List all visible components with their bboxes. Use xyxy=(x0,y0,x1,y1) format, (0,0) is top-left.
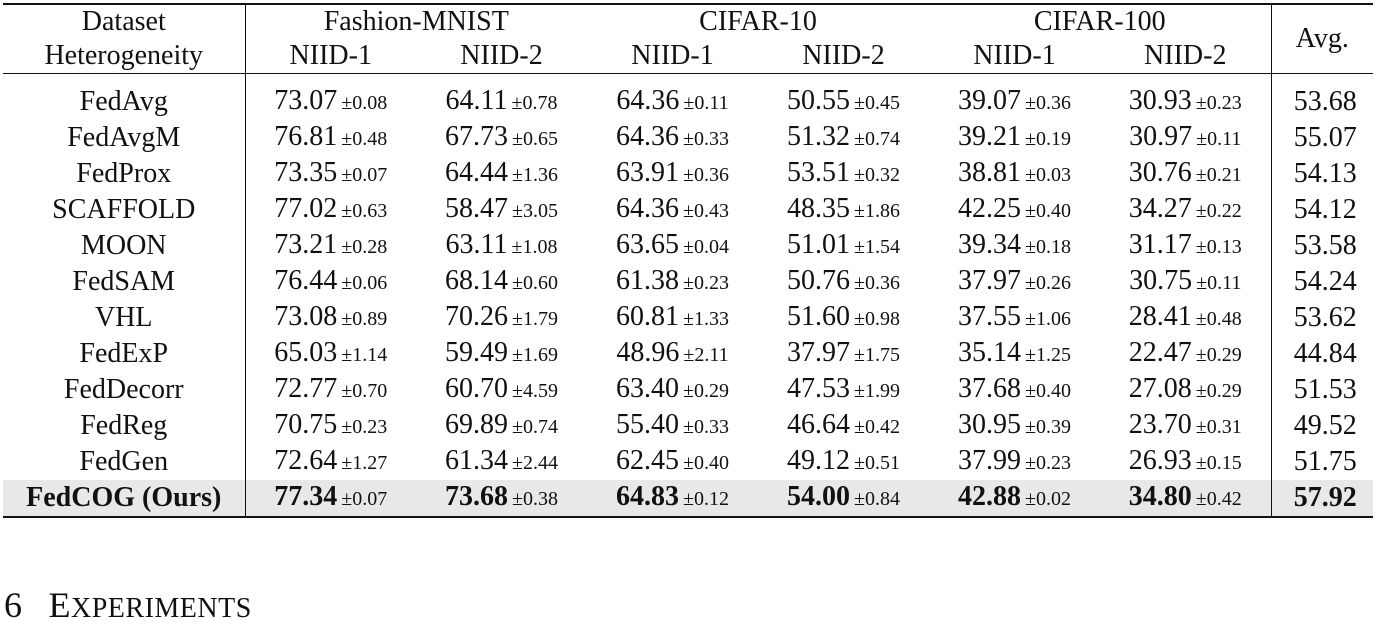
result-value: 63.40 xyxy=(616,373,679,404)
result-value: 27.08 xyxy=(1128,373,1192,404)
avg-value: 54.13 xyxy=(1293,158,1357,189)
result-cell xyxy=(245,192,416,228)
result-value: 23.70 xyxy=(1128,409,1192,440)
result-std: ±0.74 xyxy=(512,416,558,438)
result-std: ±1.99 xyxy=(854,380,900,402)
result-std: ±0.65 xyxy=(512,128,558,150)
result-cell xyxy=(587,336,758,372)
result-value: 34.80 xyxy=(1128,481,1192,512)
result-value: 73.07 xyxy=(274,85,338,116)
section-title-initial: E xyxy=(48,585,71,625)
result-cell xyxy=(245,300,416,336)
avg-value: 51.75 xyxy=(1293,446,1357,477)
result-cell xyxy=(416,444,587,480)
result-value: 55.40 xyxy=(616,409,679,440)
result-cell xyxy=(758,264,929,300)
result-cell xyxy=(245,156,416,192)
result-std: ±0.08 xyxy=(341,92,388,114)
result-std: ±1.06 xyxy=(1025,308,1071,330)
result-std: ±0.51 xyxy=(854,452,900,474)
result-std: ±0.23 xyxy=(1195,92,1242,114)
result-value: 64.36 xyxy=(616,85,680,116)
result-cell xyxy=(1100,264,1271,300)
result-cell xyxy=(758,228,929,264)
result-cell xyxy=(1100,480,1271,517)
setting-header: NIID-2 xyxy=(758,39,929,74)
result-value: 51.32 xyxy=(787,121,850,152)
heterogeneity-label: Heterogeneity xyxy=(3,39,245,74)
result-std: ±0.40 xyxy=(1025,380,1071,402)
result-cell xyxy=(758,156,929,192)
result-std: ±0.74 xyxy=(854,128,900,150)
result-std: ±2.11 xyxy=(683,344,729,366)
result-value: 39.34 xyxy=(958,229,1021,260)
result-std: ±3.05 xyxy=(512,200,558,222)
result-cell xyxy=(758,84,929,120)
result-cell xyxy=(1100,372,1271,408)
result-value: 67.73 xyxy=(445,121,508,152)
result-value: 72.77 xyxy=(274,373,338,404)
avg-label: Avg. xyxy=(1271,4,1373,74)
dataset-cifar-10: CIFAR-10 xyxy=(587,4,929,39)
result-cell xyxy=(929,408,1100,444)
section-number: 6 xyxy=(4,585,23,625)
setting-header: NIID-2 xyxy=(1100,39,1271,74)
result-cell xyxy=(416,228,587,264)
result-value: 60.81 xyxy=(616,301,679,332)
avg-value: 49.52 xyxy=(1293,410,1357,441)
result-value: 73.68 xyxy=(445,481,508,512)
result-std: ±0.48 xyxy=(341,128,388,150)
result-std: ±0.29 xyxy=(1195,344,1242,366)
avg-value: 53.58 xyxy=(1293,230,1357,261)
result-std: ±0.39 xyxy=(1025,416,1071,438)
avg-value: 54.12 xyxy=(1293,194,1357,225)
avg-value: 55.07 xyxy=(1293,122,1357,153)
result-cell xyxy=(245,228,416,264)
result-cell xyxy=(587,228,758,264)
result-value: 51.60 xyxy=(787,301,850,332)
result-value: 51.01 xyxy=(787,229,850,260)
avg-value: 53.62 xyxy=(1293,302,1357,333)
avg-value: 51.53 xyxy=(1293,374,1357,405)
result-value: 73.35 xyxy=(274,157,338,188)
result-cell xyxy=(245,444,416,480)
result-std: ±0.11 xyxy=(1196,128,1242,150)
table-row xyxy=(3,192,1373,228)
section-title-rest: XPERIMENTS xyxy=(71,593,252,624)
header-row-datasets xyxy=(3,4,1373,39)
result-std: ±0.70 xyxy=(341,380,388,402)
table-row xyxy=(3,300,1373,336)
spacer-row xyxy=(3,74,1373,85)
result-cell xyxy=(587,156,758,192)
result-cell xyxy=(1100,444,1271,480)
result-std: ±0.60 xyxy=(512,272,558,294)
method-name: FedProx xyxy=(3,156,245,192)
table-row xyxy=(3,264,1373,300)
result-value: 22.47 xyxy=(1128,337,1192,368)
result-cell xyxy=(758,480,929,517)
result-cell xyxy=(1100,228,1271,264)
result-std: ±1.08 xyxy=(511,236,558,258)
result-value: 64.36 xyxy=(616,193,679,224)
result-value: 64.44 xyxy=(445,157,508,188)
result-value: 72.64 xyxy=(274,445,338,476)
result-cell xyxy=(587,444,758,480)
dataset-fashion-mnist: Fashion-MNIST xyxy=(245,4,587,39)
result-value: 69.89 xyxy=(445,409,508,440)
result-value: 73.08 xyxy=(274,301,338,332)
results-table-body xyxy=(3,74,1373,518)
result-value: 46.64 xyxy=(787,409,850,440)
result-cell xyxy=(1100,120,1271,156)
result-cell xyxy=(1100,192,1271,228)
result-value: 50.55 xyxy=(787,85,850,116)
method-name: MOON xyxy=(3,228,245,264)
result-value: 47.53 xyxy=(787,373,850,404)
result-std: ±1.75 xyxy=(854,344,900,366)
result-cell xyxy=(587,480,758,517)
result-std: ±0.33 xyxy=(683,128,729,150)
result-std: ±0.42 xyxy=(1195,488,1242,510)
result-std: ±0.98 xyxy=(854,308,900,330)
avg-value: 57.92 xyxy=(1271,480,1373,517)
result-std: ±0.36 xyxy=(683,164,729,186)
table-row xyxy=(3,228,1373,264)
result-std: ±0.29 xyxy=(1195,380,1242,402)
method-name: FedAvgM xyxy=(3,120,245,156)
result-cell xyxy=(587,120,758,156)
result-value: 37.97 xyxy=(958,265,1021,296)
result-cell xyxy=(1100,84,1271,120)
result-value: 26.93 xyxy=(1128,445,1192,476)
result-std: ±0.45 xyxy=(854,92,900,114)
result-cell xyxy=(416,264,587,300)
table-row xyxy=(3,336,1373,372)
result-cell xyxy=(929,336,1100,372)
result-value: 30.95 xyxy=(958,409,1021,440)
result-cell xyxy=(929,228,1100,264)
result-cell xyxy=(929,264,1100,300)
result-value: 48.96 xyxy=(616,337,680,368)
result-cell xyxy=(929,444,1100,480)
result-value: 37.55 xyxy=(958,301,1021,332)
table-row-ours xyxy=(3,480,1373,517)
table-row xyxy=(3,408,1373,444)
result-std: ±0.23 xyxy=(341,416,388,438)
result-std: ±1.79 xyxy=(512,308,558,330)
result-std: ±0.02 xyxy=(1025,488,1071,510)
result-cell xyxy=(929,192,1100,228)
result-cell xyxy=(587,264,758,300)
result-value: 58.47 xyxy=(445,193,508,224)
method-name: FedReg xyxy=(3,408,245,444)
table-row xyxy=(3,120,1373,156)
result-value: 35.14 xyxy=(958,337,1021,368)
result-std: ±0.63 xyxy=(341,200,388,222)
results-table xyxy=(3,3,1373,518)
result-value: 50.76 xyxy=(787,265,850,296)
result-std: ±0.03 xyxy=(1025,164,1071,186)
method-name: FedCOG (Ours) xyxy=(3,480,245,517)
result-cell xyxy=(416,336,587,372)
result-cell xyxy=(929,480,1100,517)
result-cell xyxy=(416,84,587,120)
result-value: 70.75 xyxy=(274,409,338,440)
result-cell xyxy=(929,84,1100,120)
result-value: 53.51 xyxy=(787,157,850,188)
result-value: 60.70 xyxy=(445,373,508,404)
result-value: 54.00 xyxy=(787,481,850,512)
result-value: 59.49 xyxy=(445,337,508,368)
result-cell xyxy=(587,408,758,444)
result-std: ±1.25 xyxy=(1025,344,1071,366)
result-value: 30.75 xyxy=(1129,265,1193,296)
result-value: 76.81 xyxy=(274,121,338,152)
setting-header: NIID-1 xyxy=(929,39,1100,74)
result-value: 39.07 xyxy=(958,85,1021,116)
result-cell xyxy=(1100,336,1271,372)
result-std: ±0.40 xyxy=(1025,200,1071,222)
result-value: 37.68 xyxy=(958,373,1021,404)
result-value: 34.27 xyxy=(1128,193,1192,224)
result-std: ±0.13 xyxy=(1195,236,1242,258)
result-std: ±0.18 xyxy=(1025,236,1071,258)
result-cell xyxy=(929,156,1100,192)
result-std: ±0.11 xyxy=(1196,272,1242,294)
result-value: 64.11 xyxy=(445,85,508,116)
result-cell xyxy=(416,300,587,336)
result-std: ±0.36 xyxy=(1025,92,1071,114)
result-std: ±0.43 xyxy=(683,200,729,222)
result-std: ±0.12 xyxy=(683,488,729,510)
method-name: FedExP xyxy=(3,336,245,372)
result-cell xyxy=(758,336,929,372)
dataset-label: Dataset xyxy=(3,4,245,39)
result-value: 37.97 xyxy=(787,337,850,368)
result-std: ±0.48 xyxy=(1195,308,1242,330)
result-cell xyxy=(587,300,758,336)
result-std: ±2.44 xyxy=(512,452,558,474)
result-value: 30.97 xyxy=(1129,121,1193,152)
table-row xyxy=(3,372,1373,408)
result-std: ±1.14 xyxy=(341,344,388,366)
result-std: ±0.40 xyxy=(683,452,729,474)
result-std: ±0.21 xyxy=(1195,164,1242,186)
table-row xyxy=(3,156,1373,192)
result-cell xyxy=(416,156,587,192)
result-value: 64.83 xyxy=(616,481,679,512)
avg-value: 54.24 xyxy=(1293,266,1357,297)
result-std: ±0.28 xyxy=(341,236,388,258)
method-name: SCAFFOLD xyxy=(3,192,245,228)
method-name: FedDecorr xyxy=(3,372,245,408)
result-cell xyxy=(758,120,929,156)
method-name: FedAvg xyxy=(3,84,245,120)
result-value: 30.76 xyxy=(1128,157,1192,188)
result-cell xyxy=(245,372,416,408)
result-cell xyxy=(416,372,587,408)
result-value: 76.44 xyxy=(274,265,338,296)
result-value: 48.35 xyxy=(787,193,850,224)
result-value: 61.34 xyxy=(445,445,508,476)
result-value: 77.34 xyxy=(274,481,338,512)
method-name: VHL xyxy=(3,300,245,336)
result-value: 39.21 xyxy=(958,121,1021,152)
avg-value: 44.84 xyxy=(1293,338,1357,369)
result-cell xyxy=(758,408,929,444)
dataset-cifar-100: CIFAR-100 xyxy=(929,4,1271,39)
table-row xyxy=(3,84,1373,120)
result-cell xyxy=(758,192,929,228)
result-cell xyxy=(758,372,929,408)
result-cell xyxy=(929,120,1100,156)
result-std: ±0.26 xyxy=(1025,272,1071,294)
result-std: ±0.06 xyxy=(341,272,388,294)
result-cell xyxy=(758,444,929,480)
result-value: 63.91 xyxy=(616,157,679,188)
result-value: 42.25 xyxy=(958,193,1021,224)
result-std: ±0.07 xyxy=(341,164,388,186)
result-value: 38.81 xyxy=(958,157,1021,188)
result-cell xyxy=(929,372,1100,408)
result-cell xyxy=(587,84,758,120)
result-std: ±0.42 xyxy=(854,416,900,438)
result-cell xyxy=(416,480,587,517)
result-cell xyxy=(587,192,758,228)
result-std: ±0.84 xyxy=(854,488,900,510)
avg-value: 53.68 xyxy=(1293,86,1357,117)
result-value: 68.14 xyxy=(445,265,508,296)
result-std: ±0.23 xyxy=(683,272,729,294)
result-std: ±1.54 xyxy=(854,236,900,258)
method-name: FedSAM xyxy=(3,264,245,300)
result-value: 63.65 xyxy=(616,229,679,260)
result-cell xyxy=(245,408,416,444)
result-std: ±1.36 xyxy=(512,164,558,186)
result-std: ±0.07 xyxy=(341,488,388,510)
result-value: 70.26 xyxy=(445,301,508,332)
result-value: 31.17 xyxy=(1128,229,1192,260)
result-value: 62.45 xyxy=(616,445,679,476)
result-cell xyxy=(929,300,1100,336)
result-std: ±0.31 xyxy=(1195,416,1242,438)
result-cell xyxy=(245,84,416,120)
section-heading xyxy=(4,584,252,626)
setting-header: NIID-1 xyxy=(245,39,416,74)
result-std: ±0.38 xyxy=(512,488,558,510)
result-std: ±0.22 xyxy=(1195,200,1242,222)
result-std: ±0.23 xyxy=(1025,452,1071,474)
method-name: FedGen xyxy=(3,444,245,480)
result-value: 28.41 xyxy=(1128,301,1192,332)
result-cell xyxy=(245,264,416,300)
result-value: 37.99 xyxy=(958,445,1021,476)
result-std: ±1.69 xyxy=(512,344,558,366)
result-value: 49.12 xyxy=(787,445,850,476)
result-cell xyxy=(245,120,416,156)
result-cell xyxy=(245,480,416,517)
result-cell xyxy=(587,372,758,408)
result-value: 30.93 xyxy=(1128,85,1192,116)
result-std: ±1.33 xyxy=(683,308,729,330)
results-table-container xyxy=(3,3,1373,518)
setting-header: NIID-2 xyxy=(416,39,587,74)
result-value: 64.36 xyxy=(616,121,679,152)
result-value: 77.02 xyxy=(274,193,338,224)
result-cell xyxy=(1100,156,1271,192)
result-std: ±1.86 xyxy=(854,200,900,222)
result-std: ±0.04 xyxy=(683,236,729,258)
setting-header: NIID-1 xyxy=(587,39,758,74)
result-std: ±0.32 xyxy=(854,164,900,186)
table-row xyxy=(3,444,1373,480)
result-cell xyxy=(758,300,929,336)
result-std: ±0.36 xyxy=(854,272,900,294)
result-cell xyxy=(416,120,587,156)
result-std: ±4.59 xyxy=(512,380,558,402)
result-cell xyxy=(1100,408,1271,444)
result-std: ±0.78 xyxy=(511,92,558,114)
result-std: ±0.19 xyxy=(1025,128,1071,150)
result-std: ±0.15 xyxy=(1195,452,1242,474)
result-std: ±0.89 xyxy=(341,308,388,330)
result-value: 42.88 xyxy=(958,481,1021,512)
result-cell xyxy=(416,192,587,228)
result-value: 73.21 xyxy=(274,229,338,260)
result-std: ±0.11 xyxy=(683,92,729,114)
result-value: 61.38 xyxy=(616,265,679,296)
result-std: ±0.29 xyxy=(683,380,729,402)
result-std: ±1.27 xyxy=(341,452,388,474)
result-cell xyxy=(416,408,587,444)
result-std: ±0.33 xyxy=(683,416,729,438)
result-cell xyxy=(1100,300,1271,336)
result-cell xyxy=(245,336,416,372)
header-row-settings xyxy=(3,39,1373,74)
result-value: 63.11 xyxy=(445,229,508,260)
result-value: 65.03 xyxy=(274,337,338,368)
